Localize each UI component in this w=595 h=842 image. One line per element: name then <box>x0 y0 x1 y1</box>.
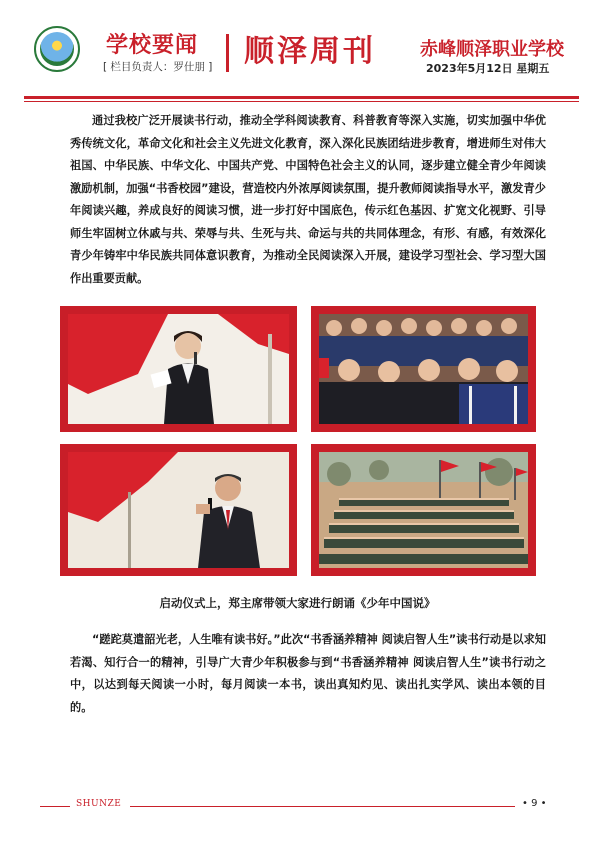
header-rule <box>24 96 579 99</box>
logo-emblem-icon <box>40 32 74 66</box>
paper-title: 顺泽周刊 <box>244 34 376 69</box>
photo-caption: 启动仪式上，郑主席带领大家进行朗诵《少年中国说》 <box>159 596 436 610</box>
column-title: 学校要闻 <box>106 33 199 58</box>
photo-students-reciting <box>311 306 536 432</box>
photo-speaker-man <box>60 444 297 576</box>
photo-students-reciting-image <box>319 314 528 424</box>
footer-rule-right <box>130 806 515 807</box>
photo-students-formation <box>311 444 536 576</box>
footer-brand: SHUNZE <box>76 799 122 809</box>
article-paragraph-2: “蹉跎莫遣韶光老，人生唯有读书好。”此次“书香涵养精神 阅读启智人生”读书行动是以求知若渴、知行合一的精神，引导广大青少年积极参与到“书香涵养精神 阅读启智人生”读书行动之中，以达到每天阅读一小时，每月阅读一本书，读出真知灼见、读出扎实学风、读出本领的目的。 <box>70 633 546 714</box>
photo-speaker-woman <box>60 306 297 432</box>
column-editor: [ 栏目负责人：罗仕朋 ] <box>103 61 213 73</box>
header-divider <box>226 34 229 72</box>
photo-speaker-woman-image <box>68 314 289 424</box>
photo-speaker-man-image <box>68 452 289 568</box>
school-logo <box>34 26 80 72</box>
page-number: • 9 • <box>522 798 547 809</box>
photo-students-formation-image <box>319 452 528 568</box>
footer-rule-left <box>40 806 70 807</box>
issue-date: 2023年5月12日 星期五 <box>426 62 550 75</box>
school-name: 赤峰顺泽职业学校 <box>420 39 564 60</box>
page-header <box>0 0 595 95</box>
header-rule-thin <box>24 101 579 102</box>
article-paragraph-1: 通过我校广泛开展读书行动，推动全学科阅读教育、科普教育等深入实施，切实加强中华优秀传统文化，革命文化和社会主义先进文化教育，深入深化民族团结进步教育，增进师生对伟大祖国、中华民族、中华文化、中国共产党、中国特色社会主义的认同，逐步建立健全青少年阅读激励机制，加强“书香校园”建设，营造校内外浓厚阅读氛围，提升教师阅读指导水平，激发青少年阅读兴趣，养成良好的阅读习惯，进一步打好中国底色，传示红色基因、扩宽文化视野、引导师生牢固树立休戚与共、荣辱与共、生死与共、命运与共的共同体理念，有形、有感，有效深化青少年铸牢中华民族共同体意识教育，为推动全民阅读深入开展，建设学习型社会、学习型大国作出重要贡献。 <box>70 114 546 285</box>
